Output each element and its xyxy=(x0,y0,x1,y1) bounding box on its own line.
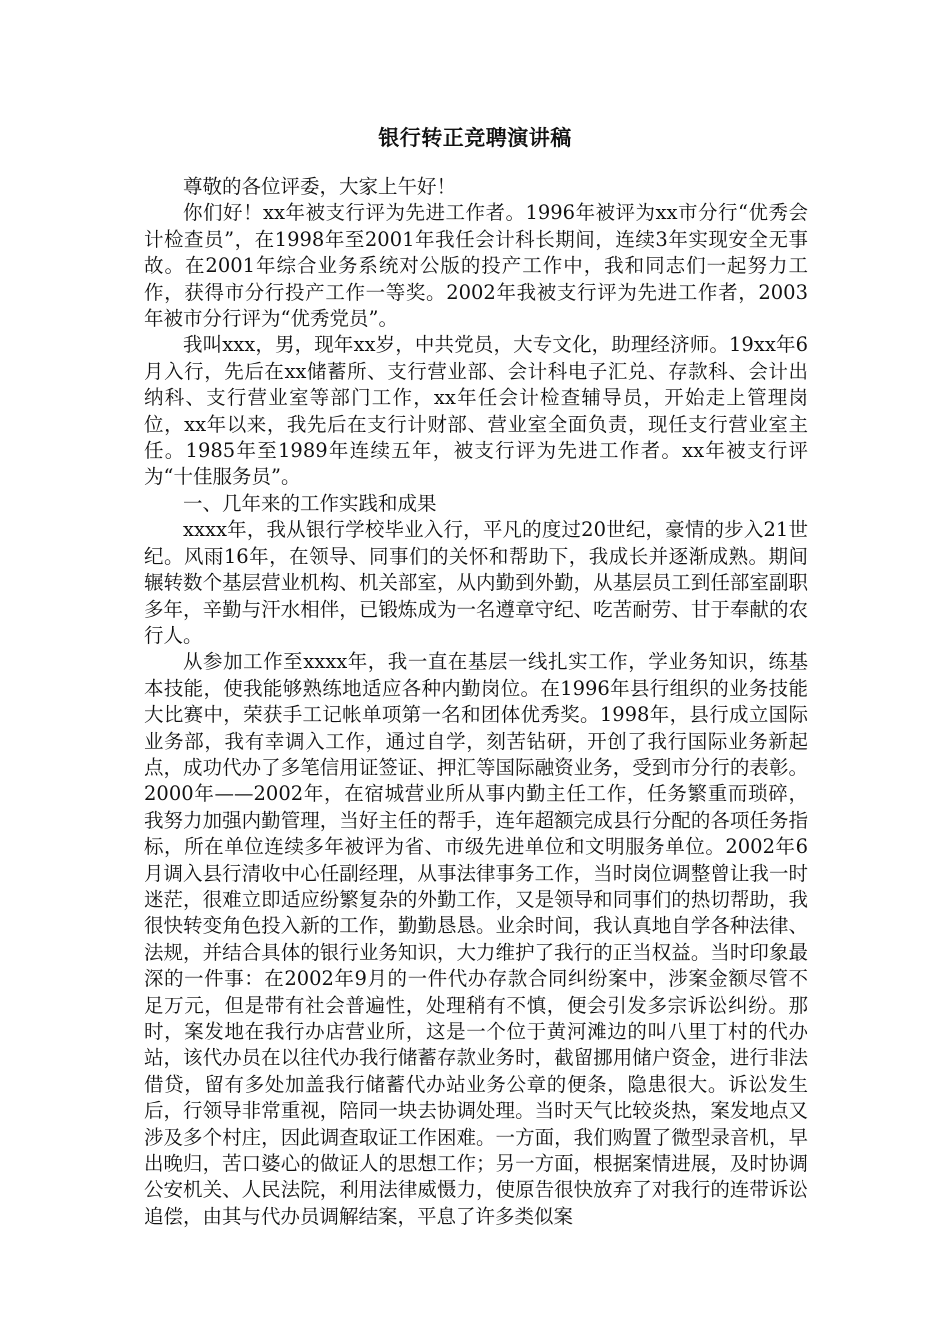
paragraph-career: xxxx年，我从银行学校毕业入行，平凡的度过20世纪，豪情的步入21世纪。风雨16年，在领导、同事们的关怀和帮助下，我成长并逐渐成熟。期间辗转数个基层营业机构、机关部室，从内勤到外勤，从基层员工到任部室副职多年，辛勤与汗水相伴，已锻炼成为一名遵章守纪、吃苦耐劳、甘于奉献的农行人。 xyxy=(144,518,808,647)
document-title: 银行转正竞聘演讲稿 xyxy=(378,125,572,150)
paragraph-work-experience: 从参加工作至xxxx年，我一直在基层一线扎实工作，学业务知识，练基本技能，使我能够熟练地适应各种内勤岗位。在1996年县行组织的业务技能大比赛中，荣获手工记帐单项第一名和团体优秀奖。1998年，县行成立国际业务部，我有幸调入工作，通过自学，刻苦钻研，开创了我行国际业务新起点，成功代办了多笔信用证签证、押汇等国际融资业务，受到市分行的表彰。2000年——2002年，在宿城营业所从事内勤主任工作，任务繁重而琐碎，我努力加强内勤管理，当好主任的帮手，连年超额完成县行分配的各项任务指标，所在单位连续多年被评为省、市级先进单位和文明服务单位。2002年6月调入县行清收中心任副经理，从事法律事务工作，当时岗位调整曾让我一时迷茫，很难立即适应纷繁复杂的外勤工作，又是领导和同事们的热切帮助，我很快转变角色投入新的工作，勤勤恳恳。业余时间，我认真地自学各种法律、法规，并结合具体的银行业务知识，大力维护了我行的正当权益。当时印象最深的一件事：在2002年9月的一件代办存款合同纠纷案中，涉案金额尽管不足万元，但是带有社会普遍性，处理稍有不慎，便会引发多宗诉讼纠纷。那时，案发地在我行办店营业所，这是一个位于黄河滩边的叫八里丁村的代办站，该代办员在以往代办我行储蓄存款业务时，截留挪用储户资金，进行非法借贷，留有多处加盖我行储蓄代办站业务公章的便条，隐患很大。诉讼发生后，行领导非常重视，陪同一块去协调处理。当时天气比较炎热，案发地点又涉及多个村庄，因此调查取证工作困难。一方面，我们购置了微型录音机，早出晚归，苦口婆心的做证人的思想工作；另一方面，根据案情进展，及时协调公安机关、人民法院，利用法律威慑力，使原告很快放弃了对我行的连带诉讼追偿，由其与代办员调解结案，平息了许多类似案 xyxy=(144,650,808,1228)
paragraph-greeting: 尊敬的各位评委，大家上午好！ xyxy=(183,175,457,198)
document-body xyxy=(144,174,808,1230)
paragraph-introduction: 我叫xxx，男，现年xx岁，中共党员，大专文化，助理经济师。19xx年6月入行，先后在xx储蓄所、支行营业部、会计科电子汇兑、存款科、会计出纳科、支行营业室等部门工作，xx年任会计检查辅导员，开始走上管理岗位，xx年以来，我先后在支行计财部、营业室全面负责，现任支行营业室主任。1985年至1989年连续五年，被支行评为先进工作者。xx年被支行评为“十佳服务员”。 xyxy=(144,333,808,489)
paragraph-awards: 你们好！xx年被支行评为先进工作者。1996年被评为xx市分行“优秀会计检查员”，在1998年至2001年我任会计科长期间，连续3年实现安全无事故。在2001年综合业务系统对公版的投产工作中，我和同志们一起努力工作，获得市分行投产工作一等奖。2002年我被支行评为先进工作者，2003年被市分行评为“优秀党员”。 xyxy=(144,201,808,331)
section-heading: 一、几年来的工作实践和成果 xyxy=(183,491,437,515)
